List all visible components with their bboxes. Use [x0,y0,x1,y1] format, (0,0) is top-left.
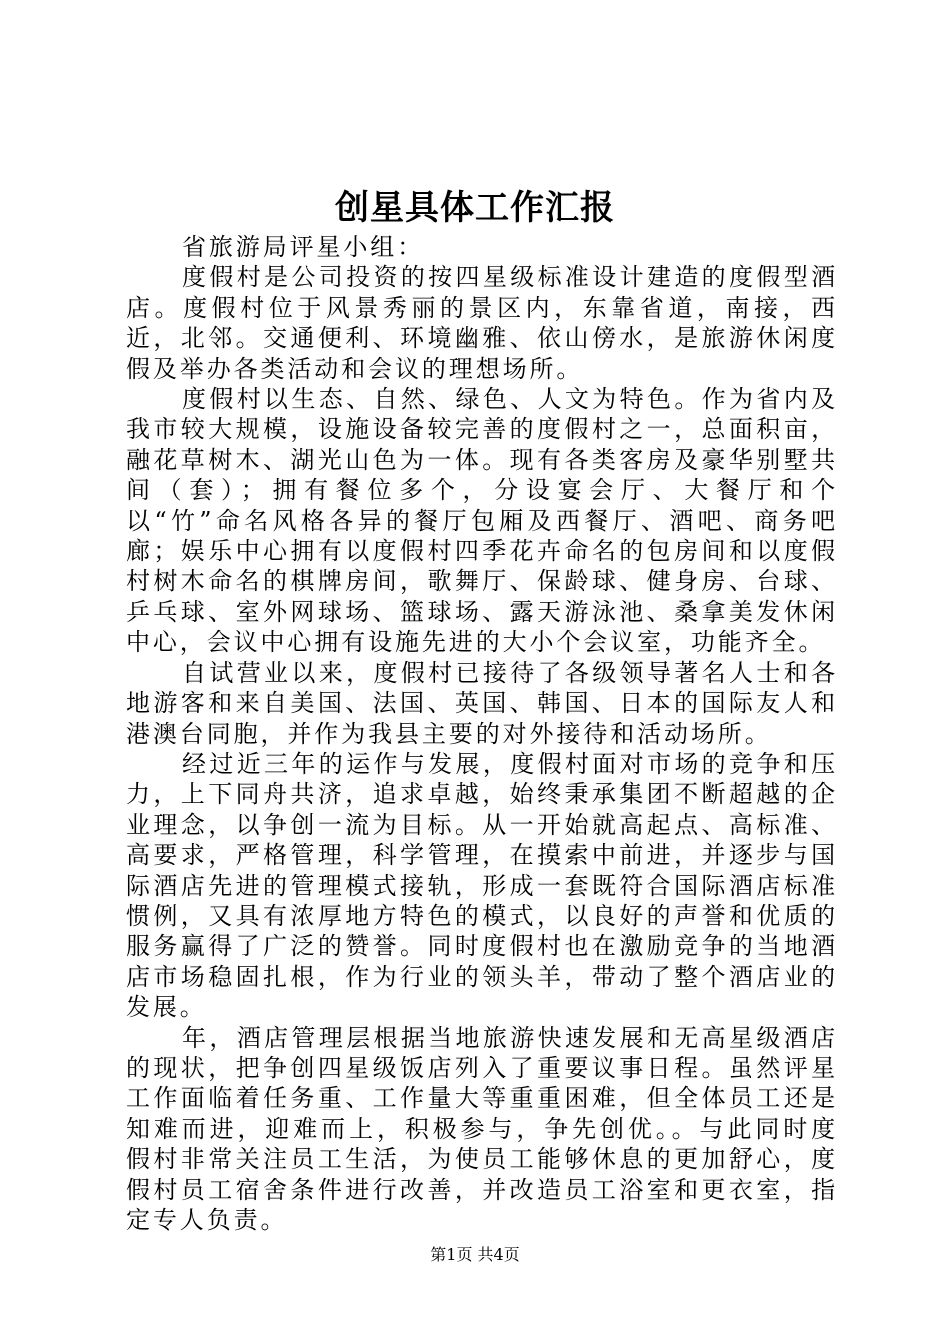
paragraph: 经过近三年的运作与发展，度假村面对市场的竞争和压力，上下同舟共济，追求卓越，始终秉承集团不断超越的企业理念，以争创一流为目标。从一开始就高起点、高标准、高要求，严格管理，科学管理，在摸索中前进，并逐步与国际酒店先进的管理模式接轨，形成一套既符合国际酒店标准惯例，又具有浓厚地方特色的模式，以良好的声誉和优质的服务赢得了广泛的赞誉。同时度假村也在激励竞争的当地酒店市场稳固扎根，作为行业的领头羊，带动了整个酒店业的发展。 [126,749,838,1022]
document-body [126,232,838,1235]
salutation: 省旅游局评星小组： [182,233,425,261]
page-footer: 第1页 共4页 [430,1245,520,1264]
paragraph: 自试营业以来，度假村已接待了各级领导著名人士和各地游客和来自美国、法国、英国、韩国、日本的国际友人和港澳台同胞，并作为我县主要的对外接待和活动场所。 [126,658,838,748]
paragraph: 年，酒店管理层根据当地旅游快速发展和无高星级酒店的现状，把争创四星级饭店列入了重要议事日程。虽然评星工作面临着任务重、工作量大等重重困难，但全体员工还是知难而进，迎难而上，积极参与，争先创优。。与此同时度假村非常关注员工生活，为使员工能够休息的更加舒心，度假村员工宿舍条件进行改善，并改造员工浴室和更衣室，指定专人负责。 [126,1023,838,1234]
paragraph: 度假村以生态、自然、绿色、人文为特色。作为省内及我市较大规模，设施设备较完善的度假村之一，总面积亩，融花草树木、湖光山色为一体。现有各类客房及豪华别墅共间（套）；拥有餐位多个，分设宴会厅、大餐厅和个以“竹”命名风格各异的餐厅包厢及西餐厅、酒吧、商务吧廊；娱乐中心拥有以度假村四季花卉命名的包房间和以度假村树木命名的棋牌房间，歌舞厅、保龄球、健身房、台球、乒乓球、室外网球场、篮球场、露天游泳池、桑拿美发休闲中心，会议中心拥有设施先进的大小个会议室，功能齐全。 [126,385,838,657]
document-title: 创星具体工作汇报 [335,188,615,228]
paragraph: 度假村是公司投资的按四星级标准设计建造的度假型酒店。度假村位于风景秀丽的景区内，东靠省道，南接，西近，北邻。交通便利、环境幽雅、依山傍水，是旅游休闲度假及举办各类活动和会议的理想场所。 [126,263,838,383]
